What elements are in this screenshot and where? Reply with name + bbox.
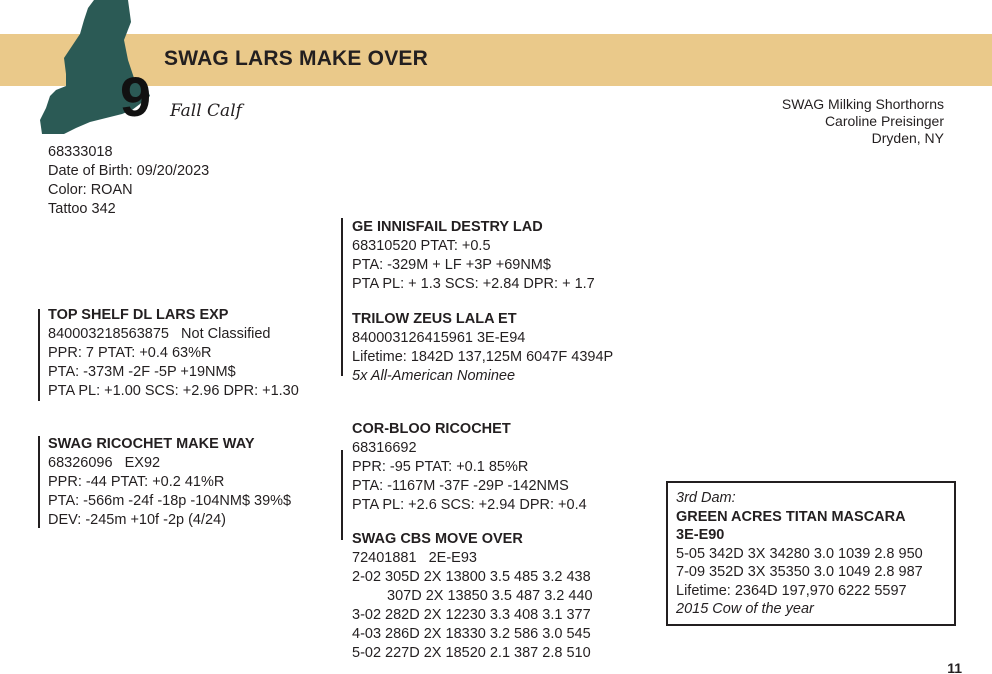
dam-dam-name: SWAG CBS MOVE OVER: [352, 531, 523, 547]
sire-dam-block: [352, 310, 613, 386]
sire-line1: 840003218563875 Not Classified: [48, 326, 271, 342]
animal-tattoo: Tattoo 342: [48, 201, 116, 217]
third-dam-box: [666, 481, 956, 626]
dam-line2: PPR: -44 PTAT: +0.2 41%R: [48, 474, 225, 490]
lactation-record: 5-02 227D 2X 18520 2.1 387 2.8 510: [352, 645, 591, 661]
owner-person: Caroline Preisinger: [824, 113, 944, 129]
sire-parents-line: [341, 218, 343, 376]
dam-sire-line1: 68316692: [352, 440, 417, 456]
dam-parents-line: [341, 450, 343, 540]
dam-block: [48, 435, 291, 530]
owner-info: [782, 96, 944, 147]
lactation-record: 4-03 286D 2X 18330 3.2 586 3.0 545: [352, 626, 591, 642]
dam-line1: 68326096 EX92: [48, 455, 161, 471]
third-dam-class: 3E-E90: [676, 527, 725, 543]
animal-name: SWAG LARS MAKE OVER: [164, 47, 428, 70]
animal-reg: 68333018: [48, 144, 113, 160]
dam-line3: PTA: -566m -24f -18p -104NM$ 39%$: [48, 493, 292, 509]
dam-name: SWAG RICOCHET MAKE WAY: [48, 436, 255, 452]
third-dam-award: 2015 Cow of the year: [676, 601, 814, 617]
sire-dam-line1: 840003126415961 3E-E94: [352, 330, 526, 346]
sire-line3: PTA: -373M -2F -5P +19NM$: [48, 364, 236, 380]
third-dam-label: 3rd Dam:: [676, 490, 736, 506]
lactation-record: 3-02 282D 2X 12230 3.3 408 3.1 377: [352, 607, 591, 623]
sire-block: [48, 306, 299, 401]
sire-line4: PTA PL: +1.00 SCS: +2.96 DPR: +1.30: [48, 383, 299, 399]
sire-name: TOP SHELF DL LARS EXP: [48, 307, 229, 323]
dam-dam-block: [352, 530, 593, 663]
owner-location: Dryden, NY: [871, 130, 944, 146]
sire-sire-name: GE INNISFAIL DESTRY LAD: [352, 219, 543, 235]
dam-sire-name: COR-BLOO RICOCHET: [352, 421, 511, 437]
animal-info: [48, 143, 209, 219]
sire-sire-line1: 68310520 PTAT: +0.5: [352, 238, 491, 254]
sire-line: [38, 309, 40, 401]
dam-sire-block: [352, 420, 587, 515]
dam-line4: DEV: -245m +10f -2p (4/24): [48, 512, 226, 528]
dam-sire-line4: PTA PL: +2.6 SCS: +2.94 DPR: +0.4: [352, 497, 587, 513]
lactation-record: 307D 2X 13850 3.5 487 3.2 440: [387, 588, 593, 604]
third-dam-rec2: 7-09 352D 3X 35350 3.0 1049 2.8 987: [676, 564, 923, 580]
animal-class: Fall Calf: [170, 101, 242, 121]
owner-farm: SWAG Milking Shorthorns: [781, 96, 944, 112]
sire-dam-line2: Lifetime: 1842D 137,125M 6047F 4394P: [352, 349, 614, 365]
dam-sire-line2: PPR: -95 PTAT: +0.1 85%R: [352, 459, 529, 475]
sire-dam-name: TRILOW ZEUS LALA ET: [352, 311, 517, 327]
sire-line2: PPR: 7 PTAT: +0.4 63%R: [48, 345, 212, 361]
sire-sire-block: [352, 218, 595, 294]
animal-dob: Date of Birth: 09/20/2023: [48, 163, 210, 179]
third-dam-lifetime: Lifetime: 2364D 197,970 6222 5597: [676, 582, 907, 599]
sire-sire-line3: PTA PL: + 1.3 SCS: +2.84 DPR: + 1.7: [352, 276, 595, 292]
sire-dam-line3: 5x All-American Nominee: [352, 368, 516, 384]
page-number: 11: [947, 660, 962, 674]
animal-color: Color: ROAN: [48, 182, 133, 198]
dam-dam-line1: 72401881 2E-E93: [352, 550, 477, 566]
lot-number: 9: [120, 65, 152, 128]
dam-line: [38, 436, 40, 528]
third-dam-rec1: 5-05 342D 3X 34280 3.0 1039 2.8 950: [676, 545, 923, 562]
sire-sire-line2: PTA: -329M + LF +3P +69NM$: [352, 257, 551, 273]
lactation-record: 2-02 305D 2X 13800 3.5 485 3.2 438: [352, 569, 591, 585]
dam-sire-line3: PTA: -1167M -37F -29P -142NMS: [352, 478, 569, 494]
third-dam-name: GREEN ACRES TITAN MASCARA: [676, 508, 906, 525]
